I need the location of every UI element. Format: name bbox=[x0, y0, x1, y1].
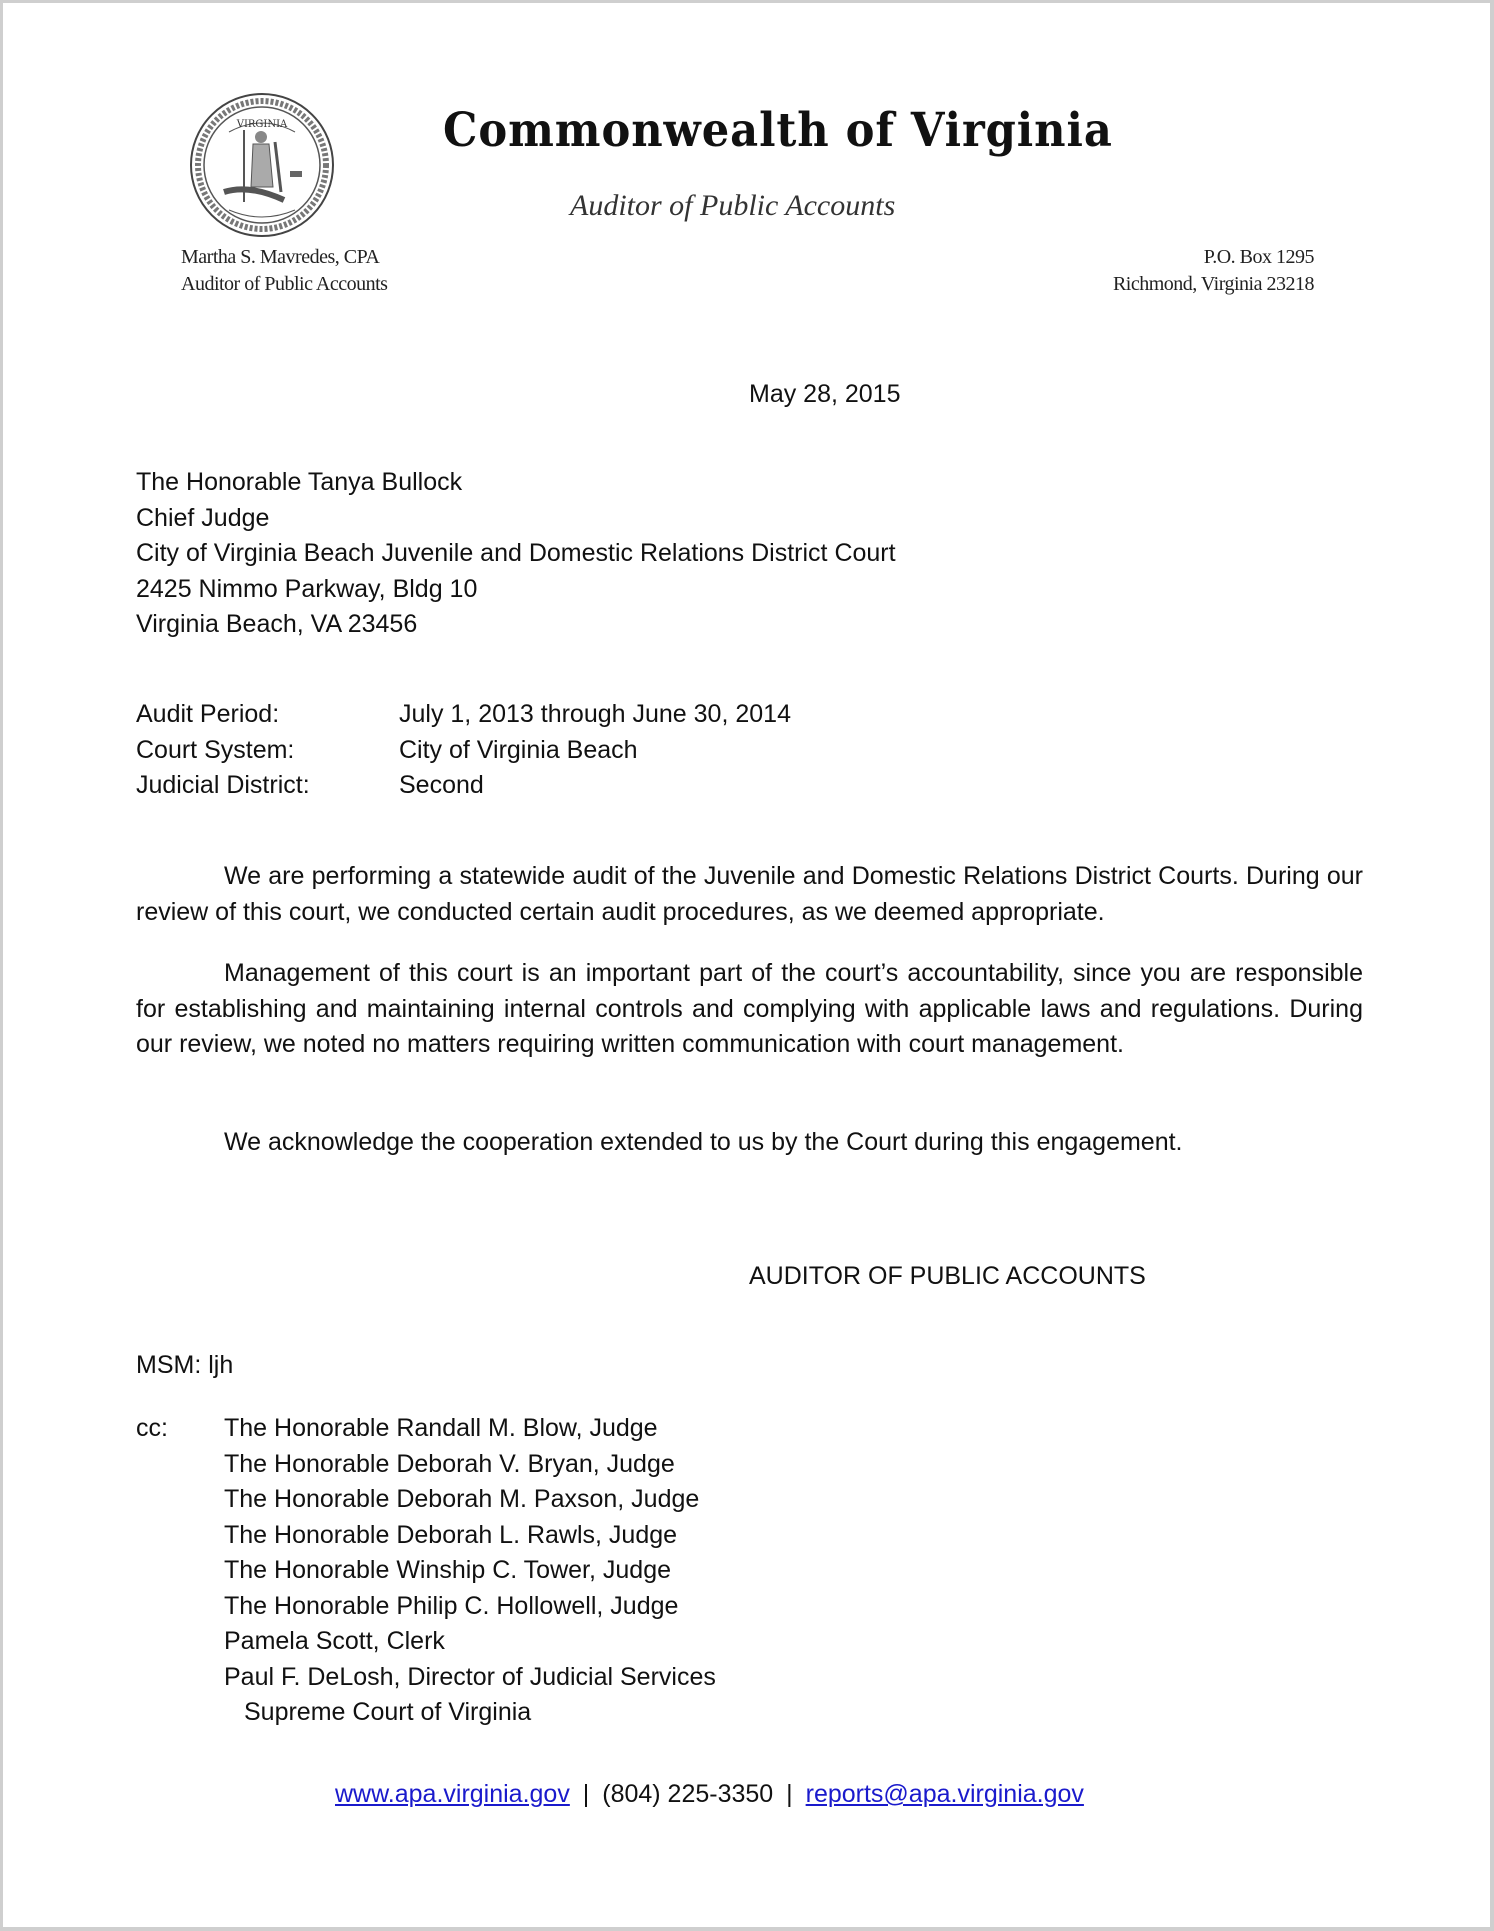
letter-page bbox=[3, 3, 1490, 1927]
website-link[interactable]: www.apa.virginia.gov bbox=[335, 1780, 570, 1808]
cc-recipient: Paul F. DeLosh, Director of Judicial Services bbox=[224, 1662, 716, 1691]
audit-period-label: Audit Period: bbox=[136, 700, 280, 728]
virginia-seal-icon bbox=[189, 92, 335, 238]
signature-block: AUDITOR OF PUBLIC ACCOUNTS bbox=[749, 1262, 1146, 1290]
letterhead-subtitle: Auditor of Public Accounts bbox=[570, 189, 896, 222]
footer-separator: | bbox=[582, 1780, 590, 1808]
cc-recipient: The Honorable Randall M. Blow, Judge bbox=[224, 1414, 658, 1442]
cc-recipient: The Honorable Winship C. Tower, Judge bbox=[224, 1556, 671, 1584]
auditor-name-block bbox=[181, 244, 387, 298]
footer-contact bbox=[335, 1780, 1084, 1809]
court-system-row bbox=[136, 733, 791, 769]
audit-period-row bbox=[136, 697, 791, 733]
reference-initials: MSM: ljh bbox=[136, 1351, 234, 1379]
email-link[interactable]: reports@apa.virginia.gov bbox=[805, 1780, 1084, 1808]
recipient-city: Virginia Beach, VA 23456 bbox=[136, 610, 418, 638]
cc-label: cc: bbox=[136, 1414, 168, 1442]
city-state-zip: Richmond, Virginia 23218 bbox=[1112, 273, 1314, 295]
cc-recipient: The Honorable Deborah L. Rawls, Judge bbox=[224, 1520, 678, 1549]
judicial-district-value: Second bbox=[399, 771, 484, 799]
svg-text:VIRGINIA: VIRGINIA bbox=[236, 119, 288, 130]
recipient-address bbox=[136, 465, 896, 643]
cc-recipient: Pamela Scott, Clerk bbox=[224, 1627, 445, 1655]
cc-recipient: The Honorable Deborah V. Bryan, Judge bbox=[224, 1449, 675, 1478]
recipient-name: The Honorable Tanya Bullock bbox=[136, 468, 463, 496]
body-paragraph-3: We acknowledge the cooperation extended to us by the Court during this engagement. bbox=[224, 1128, 1183, 1156]
body-paragraph-1: We are performing a statewide audit of the Juvenile and Domestic Relations District Courts. During our review of this court, we conducted certain audit procedures, as we deemed appropriate. bbox=[136, 862, 1363, 926]
cc-recipient-subline: Supreme Court of Virginia bbox=[244, 1698, 532, 1726]
audit-info bbox=[136, 697, 791, 804]
po-box: P.O. Box 1295 bbox=[1203, 246, 1314, 268]
court-system-value: City of Virginia Beach bbox=[399, 735, 638, 764]
cc-recipient: The Honorable Deborah M. Paxson, Judge bbox=[224, 1485, 700, 1513]
footer-separator: | bbox=[786, 1780, 793, 1808]
auditor-title: Auditor of Public Accounts bbox=[181, 273, 388, 295]
court-system-label: Court System: bbox=[136, 735, 295, 764]
judicial-district-label: Judicial District: bbox=[136, 771, 310, 799]
auditor-name: Martha S. Mavredes, CPA bbox=[181, 246, 380, 268]
recipient-street: 2425 Nimmo Parkway, Bldg 10 bbox=[136, 574, 478, 603]
judicial-district-row bbox=[136, 768, 791, 804]
letterhead-title: Commonwealth of Virginia bbox=[443, 103, 1113, 158]
body-paragraph-2: Management of this court is an important part of the court’s accountability, since you are responsible for establishing and maintaining internal controls and complying with applicable laws and regulations. During our review, we noted no matters requiring written communication with court management. bbox=[136, 959, 1363, 1058]
recipient-court: City of Virginia Beach Juvenile and Domestic Relations District Court bbox=[136, 539, 896, 567]
cc-recipient: The Honorable Philip C. Hollowell, Judge bbox=[224, 1591, 679, 1620]
audit-period-value: July 1, 2013 through June 30, 2014 bbox=[399, 700, 791, 728]
cc-list bbox=[136, 1411, 716, 1731]
office-address-block bbox=[1113, 244, 1314, 298]
phone-number: (804) 225-3350 bbox=[602, 1780, 774, 1808]
recipient-title: Chief Judge bbox=[136, 503, 270, 532]
letter-date: May 28, 2015 bbox=[749, 380, 901, 408]
